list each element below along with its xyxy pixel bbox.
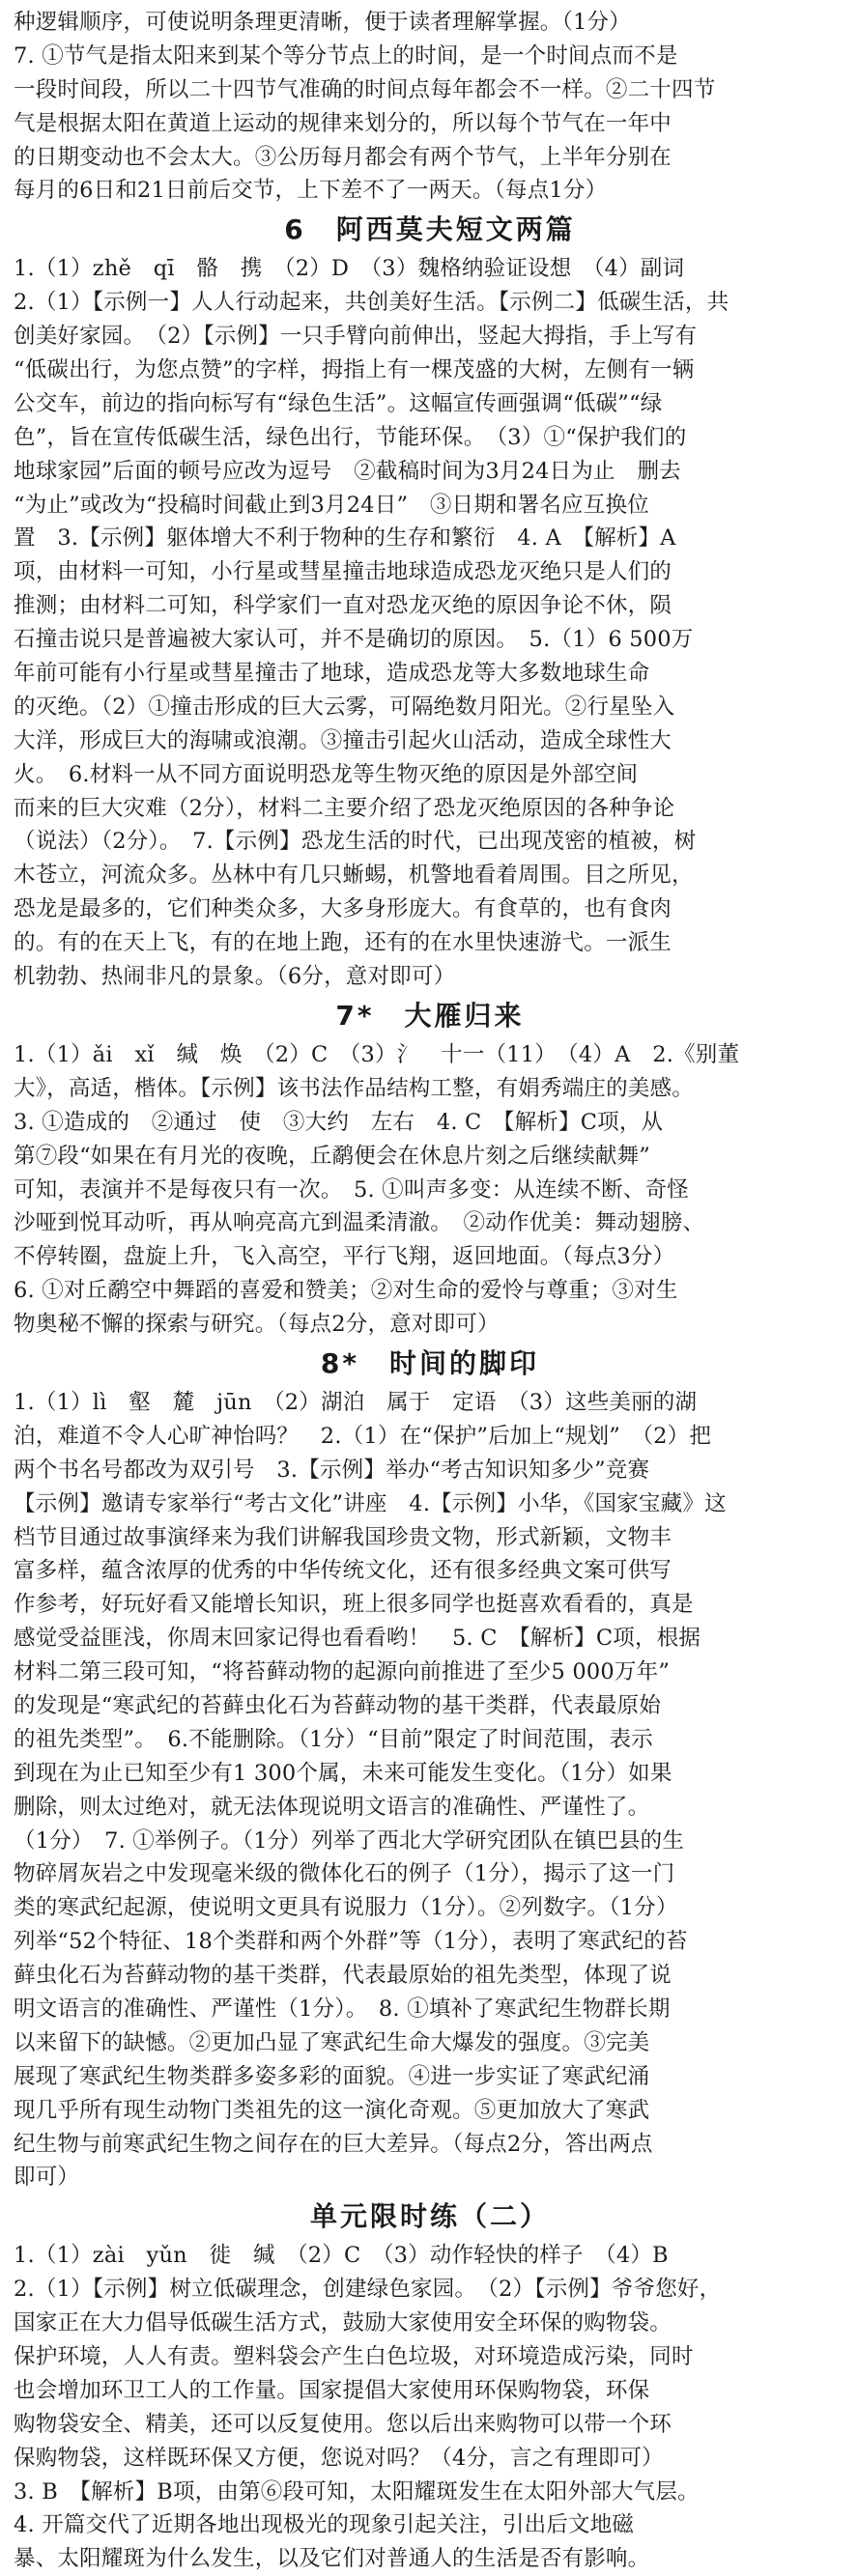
text-line: 一段时间段，所以二十四节气准确的时间点每年都会不一样。②二十四节 <box>14 76 716 102</box>
text-line: 纪生物与前寒武纪生物之间存在的巨大差异。（每点2分，答出两点 <box>14 2131 653 2157</box>
text-line: 1.（1）zhě qī 骼 携 （2）D （3）魏格纳验证设想 （4）副词 <box>14 256 685 282</box>
text-line: 类的寒武纪起源，使说明文更具有说服力（1分）。②列数字。（1分） <box>14 1895 678 1921</box>
text-line: 物奥秘不懈的探索与研究。（每点2分，意对即可） <box>14 1312 500 1338</box>
text-line: 即可） <box>14 2165 80 2191</box>
text-line: （说法）（2分）。 7.【示例】恐龙生活的时代，已出现茂密的植被，树 <box>14 829 697 855</box>
text-line: 3. B 【解析】B项，由第⑥段可知，太阳耀斑发生在太阳外部大气层。 <box>14 2478 700 2505</box>
text-line: 种逻辑顺序，可使说明条理更清晰，便于读者理解掌握。（1分） <box>14 10 631 35</box>
text-line: 推测；由材料二可知，科学家们一直对恐龙灭绝的原因争论不休，陨 <box>14 593 672 619</box>
text-line: 保购物袋，这样既环保又方便，您说对吗？（4分，言之有理即可） <box>14 2445 664 2471</box>
text-line: 删除，则太过绝对，就无法体现说明文语言的准确性、严谨性了。 <box>14 1794 650 1820</box>
text-line: 感觉受益匪浅，你周末回家记得也看看哟！ 5. C 【解析】C项，根据 <box>14 1626 701 1652</box>
text-line: 恐龙是最多的，它们种类众多，大多身形庞大。有食草的，也有食肉 <box>14 896 672 922</box>
text-line: 公交车，前边的指向标写有“绿色生活”。这幅宣传画强调“低碳”“绿 <box>14 390 663 416</box>
text-line: 保护环境，人人有责。塑料袋会产生白色垃圾，对环境造成污染，同时 <box>14 2344 694 2369</box>
section-heading: 6 阿西莫夫短文两篇 <box>284 213 576 246</box>
text-line: 大》，高适，楷体。【示例】该书法作品结构工整，有娟秀端庄的美感。 <box>14 1075 694 1101</box>
text-line: 购物袋安全、精美，还可以反复使用。您以后出来购物可以带一个环 <box>14 2411 672 2437</box>
text-line: （1分） 7. ①举例子。（1分）列举了西北大学研究团队在镇巴县的生 <box>14 1827 685 1854</box>
text-line: 的灭绝。（2）①撞击形成的巨大云雾，可隔绝数月阳光。②行星坠入 <box>14 694 675 720</box>
text-line: 两个书名号都改为双引号 3.【示例】举办“考古知识知多少”竞赛 <box>14 1457 650 1483</box>
text-line: 不停转圈，盘旋上升，飞入高空，平行飞翔，返回地面。（每点3分） <box>14 1244 675 1270</box>
text-line: 1.（1）lì 壑 麓 jūn （2）湖泊 属于 定语 （3）这些美丽的湖 <box>14 1389 698 1415</box>
text-line: 7. ①节气是指太阳来到某个等分节点上的时间，是一个时间点而不是 <box>14 42 678 69</box>
text-line: 2.（1）【示例一】人人行动起来，共创美好生活。【示例二】低碳生活，共 <box>14 290 729 316</box>
text-line: “低碳出行，为您点赞”的字样，拇指上有一棵茂盛的大树，左侧有一辆 <box>14 357 695 383</box>
section-heading: 8* 时间的脚印 <box>320 1346 540 1379</box>
text-line: 材料二第三段可知，“将苔藓动物的起源向前推进了至少5 000万年” <box>14 1659 671 1685</box>
text-line: 3. ①造成的 ②通过 使 ③大约 左右 4. C 【解析】C项，从 <box>14 1109 664 1135</box>
text-line: 6. ①对丘鹬空中舞蹈的喜爱和赞美；②对生命的爱怜与尊重；③对生 <box>14 1278 678 1304</box>
text-line: 色”，旨在宣传低碳生活，绿色出行，节能环保。 （3）①“保护我们的 <box>14 424 687 450</box>
text-line: 到现在为止已知至少有1 300个属，未来可能发生变化。（1分）如果 <box>14 1760 672 1786</box>
section-heading: 7* 大雁归来 <box>335 999 525 1032</box>
text-line: 项，由材料一可知，小行星或彗星撞击地球造成恐龙灭绝只是人们的 <box>14 559 672 585</box>
text-line: 的祖先类型”。 6.不能删除。（1分）“目前”限定了时间范围，表示 <box>14 1726 653 1752</box>
text-line: 石撞击说只是普遍被大家认可，并不是确切的原因。 5.（1）6 500万 <box>14 627 694 653</box>
text-line: 国家正在大力倡导低碳生活方式，鼓励大家使用安全环保的购物袋。 <box>14 2310 672 2336</box>
text-line: “为止”或改为“投稿时间截止到3月24日” ③日期和署名应互换位 <box>14 492 649 518</box>
text-line: 富多样，蕴含浓厚的优秀的中华传统文化，还有很多经典文案可供写 <box>14 1558 672 1584</box>
text-line: 2.（1）【示例】树立低碳理念，创建绿色家园。 （2）【示例】爷爷您好， <box>14 2277 722 2303</box>
text-line: 的。有的在天上飞，有的在地上跑，还有的在水里快速游弋。一派生 <box>14 930 672 956</box>
text-line: 年前可能有小行星或彗星撞击了地球，造成恐龙等大多数地球生命 <box>14 661 650 687</box>
text-line: 展现了寒武纪生物类群多姿多彩的面貌。④进一步实证了寒武纪涌 <box>14 2063 650 2089</box>
text-line: 的日期变动也不会太大。③公历每月都会有两个节气，上半年分别在 <box>14 144 672 170</box>
text-line: 档节目通过故事演绎来为我们讲解我国珍贵文物，形式新颖，文物丰 <box>14 1524 672 1550</box>
text-line: 机勃勃、热闹非凡的景象。（6分，意对即可） <box>14 964 456 990</box>
text-line: 创美好家园。 （2）【示例】一只手臂向前伸出，竖起大拇指，手上写有 <box>14 324 698 350</box>
text-line: 藓虫化石为苔藓动物的基干类群，代表最原始的祖先类型，体现了说 <box>14 1963 672 1989</box>
text-line: 1.（1）ǎi xǐ 缄 焕 （2）C （3）氵 十一（11） （4）A 2.《别董 <box>14 1041 740 1067</box>
text-line: 4. 开篇交代了近期各地出现极光的现象引起关注，引出后文地磁 <box>14 2512 635 2538</box>
text-line: 地球家园”后面的顿号应改为逗号 ②截稿时间为3月24日为止 删去 <box>14 458 681 484</box>
text-line: 以来留下的缺憾。②更加凸显了寒武纪生命大爆发的强度。③完美 <box>14 2029 650 2055</box>
text-line: 1.（1）zài yǔn 徙 缄 （2）C （3）动作轻快的样子 （4）B <box>14 2243 669 2269</box>
text-line: 作参考，好玩好看又能增长知识，班上很多同学也挺喜欢看看的，真是 <box>14 1592 694 1618</box>
text-line: 木苍立，河流众多。丛林中有几只蜥蜴，机警地看着周围。目之所见， <box>14 863 694 889</box>
text-line: 泊，难道不令人心旷神怡吗？ 2.（1）在“保护”后加上“规划” （2）把 <box>14 1423 712 1449</box>
text-line: 的发现是“寒武纪的苔藓虫化石为苔藓动物的基干类群，代表最原始 <box>14 1692 662 1718</box>
text-line: 火。 6.材料一从不同方面说明恐龙等生物灭绝的原因是外部空间 <box>14 761 639 787</box>
text-line: 物碎屑灰岩之中发现毫米级的微体化石的例子（1分），揭示了这一门 <box>14 1861 675 1887</box>
text-line: 【示例】邀请专家举行“考古文化”讲座 4.【示例】小华，《国家宝藏》这 <box>14 1490 727 1516</box>
text-line: 第⑦段“如果在有月光的夜晚，丘鹬便会在休息片刻之后继续献舞” <box>14 1143 651 1169</box>
text-line: 也会增加环卫工人的工作量。国家提倡大家使用环保购物袋，环保 <box>14 2377 650 2403</box>
text-line: 明文语言的准确性、严谨性（1分）。 8. ①填补了寒武纪生物群长期 <box>14 1996 671 2022</box>
text-line: 气是根据太阳在黄道上运动的规律来划分的，所以每个节气在一年中 <box>14 110 672 136</box>
text-line: 大洋，形成巨大的海啸或浪潮。③撞击引起火山活动，造成全球性大 <box>14 727 672 753</box>
text-line: 每月的6日和21日前后交节，上下差不了一两天。（每点1分） <box>14 178 608 204</box>
text-line: 而来的巨大灾难（2分），材料二主要介绍了恐龙灭绝原因的各种争论 <box>14 795 675 821</box>
text-line: 可知，表演并不是每夜只有一次。 5. ①叫声多变：从连续不断、奇怪 <box>14 1176 689 1203</box>
text-line: 沙哑到悦耳动听，再从响亮高亢到温柔清澈。 ②动作优美：舞动翅膀、 <box>14 1210 705 1236</box>
section-heading: 单元限时练（二） <box>309 2200 550 2233</box>
text-line: 暴、太阳耀斑为什么发生，以及它们对普通人的生活是否有影响。 <box>14 2546 650 2572</box>
text-line: 置 3.【示例】躯体增大不利于物种的生存和繁衍 4. A 【解析】A <box>14 525 676 552</box>
text-line: 现几乎所有现生动物门类祖先的这一演化奇观。⑤更加放大了寒武 <box>14 2097 650 2123</box>
text-line: 列举“52个特征、18个类群和两个外群”等（1分），表明了寒武纪的苔 <box>14 1929 688 1955</box>
